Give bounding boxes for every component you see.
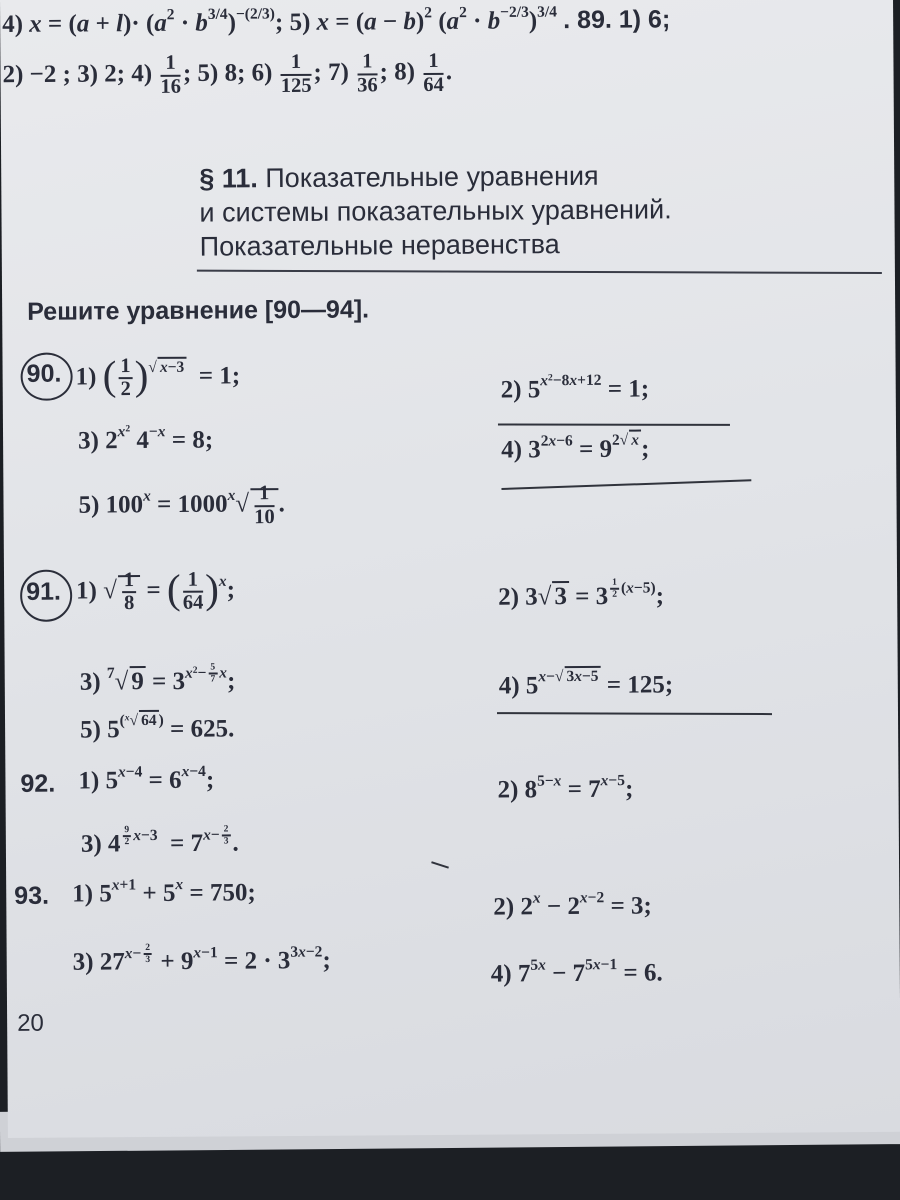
problem-92-item-1: 1) $5^{x-4} = 6^{x-4}$; xyxy=(78,762,215,795)
problem-92-item-3: 3) 4 $^{\frac{9}{2} x-3} = 7^{x- \frac{2}{3}}$ . xyxy=(80,823,239,858)
instruction: Решите уравнение [90—94]. xyxy=(27,295,370,326)
problem-90-item-3: 3) $2^{x^2}$ $4^{-x} = 8$; xyxy=(77,423,214,455)
problem-93-item-4: 4) $7^{5x} - 7^{5x-1} = 6$. xyxy=(490,956,663,988)
problem-90-item-2: 2) $5^{x^2-8x+12} = 1$; xyxy=(500,372,650,404)
problem-91-item-1: 1) √ $\frac{1}{8}$ = ( $\frac{1}{64}$ )$^x$; xyxy=(76,565,236,615)
section-number: § 11. xyxy=(199,163,258,194)
problem-91-item-2: 2) 3√ 3 = 3 $^{\frac{1}{2} (x-5)}$; xyxy=(498,576,665,611)
section-rule xyxy=(197,270,882,274)
problem-93-item-2: 2) $2^x - 2^{x-2} = 3$; xyxy=(493,889,652,921)
problem-91-number: 91. xyxy=(26,577,61,606)
problem-90-item-4: 4) $3^{2x-6} = 9^{2√ x}$; xyxy=(501,435,649,464)
problem-93-item-3: 3) $27^{x- \frac{2}{3}}$ + $9^{x-1} = 2 \cdot 3^{3x-2}$; xyxy=(72,941,331,976)
section-title-line-3: Показательные неравенства xyxy=(199,229,560,262)
problem-90-item-1: 1) ( $\frac{1}{2}$ )$^{√ x-3}$ = 1; xyxy=(75,351,241,401)
problem-91-item-4: 4) $5^{x-√ 3x-5} = 125$; xyxy=(499,671,674,700)
pen-tick xyxy=(431,861,449,868)
problem-90-number: 90. xyxy=(26,359,62,388)
problem-93-item-1: 1) $5^{x+1} + 5^x = 750$; xyxy=(72,876,256,908)
problem-91-item-3: 3) $^7$√ $9 = 3^{x^2- \frac{5}{7} x}$; xyxy=(79,661,236,696)
section-heading xyxy=(199,158,672,263)
problem-92-number: 92. xyxy=(20,769,56,798)
problem-93-number: 93. xyxy=(14,881,50,910)
pen-underline xyxy=(497,712,772,715)
problem-90-item-5: 5) $100^x = 1000^x√$ $\frac{1}{10}$ . xyxy=(78,482,285,528)
section-title-line-1: Показательные уравнения xyxy=(265,160,599,194)
answers-line-2: 2) −2 ; 3) 2; 4) $\frac{1}{16}$ ; 5) 8; 6) $\frac{1}{125}$ ; 7) $\frac{1}{36}$ ; 8) $\frac{1}{64}$ . xyxy=(2,49,453,98)
answers-line-1: 4) $x = (a + l)\cdot (a^2 \cdot b^{3/4})^{-(2/3)}$; 5) $x = (a - b)^2$ $(a^2 \cdot b^{-2/3})^{3/4}$ . 89. 1) 6; xyxy=(2,3,671,38)
problem-91-item-5: 5) $5^{(^x√ 64 )} = 625$. xyxy=(80,712,235,744)
section-title-line-2: и системы показательных уравнений. xyxy=(199,194,672,228)
problem-92-item-2: 2) $8^{5-x} = 7^{x-5}$; xyxy=(497,772,634,804)
page-number: 20 xyxy=(17,1009,44,1037)
pen-underline xyxy=(498,424,730,426)
pen-underline xyxy=(501,479,751,490)
